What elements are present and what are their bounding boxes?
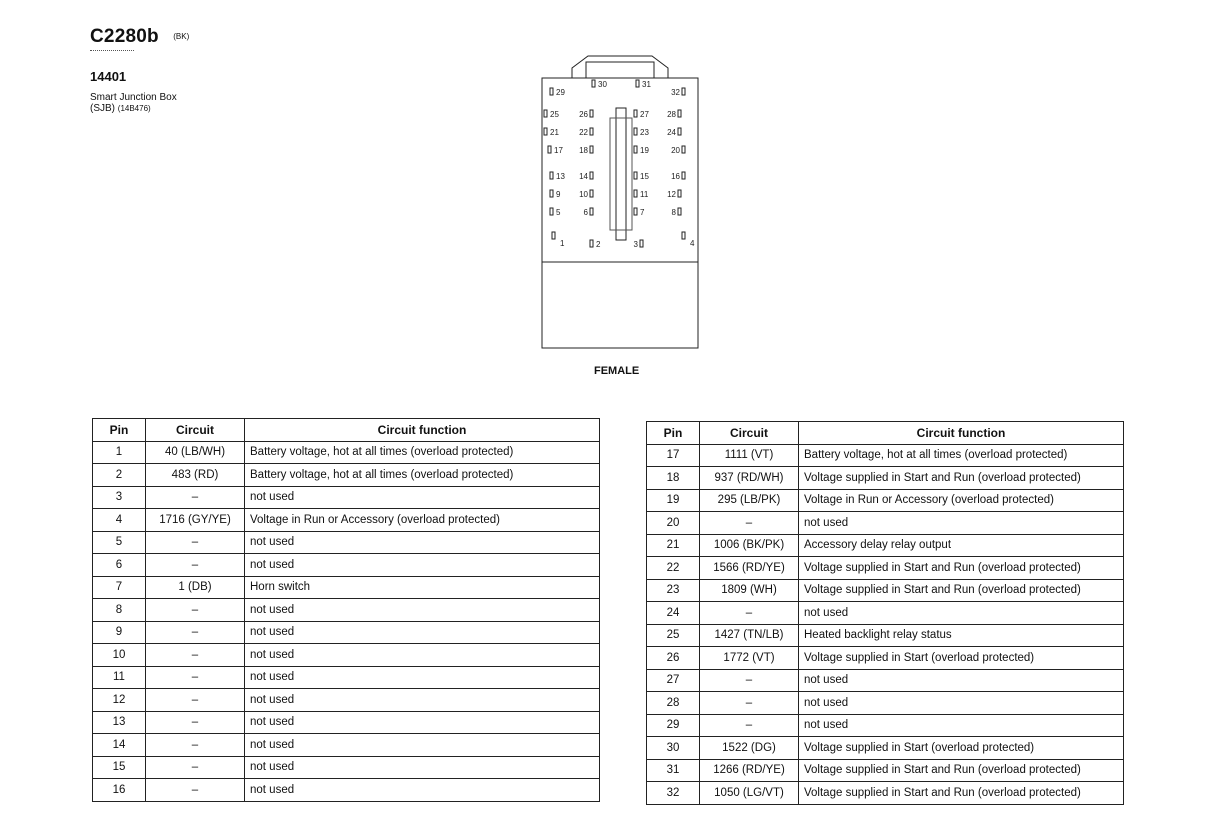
circuit-cell: – [146, 734, 245, 757]
col-header-circuit: Circuit [700, 422, 799, 445]
table-row [93, 666, 600, 689]
pin-cell: 18 [647, 467, 700, 490]
table-row [647, 557, 1124, 580]
function-cell: Voltage supplied in Start and Run (overload protected) [799, 759, 1124, 782]
pin-cell: 5 [93, 531, 146, 554]
circuit-cell: – [700, 714, 799, 737]
circuit-cell: 1427 (TN/LB) [700, 624, 799, 647]
title-underline [90, 50, 134, 51]
col-header-function: Circuit function [245, 419, 600, 442]
table-row [93, 621, 600, 644]
table-row [647, 602, 1124, 625]
function-cell: Battery voltage, hot at all times (overload protected) [245, 441, 600, 464]
table-row [647, 669, 1124, 692]
pin-number-label: 18 [579, 146, 588, 155]
circuit-cell: – [146, 711, 245, 734]
pin-cell: 16 [93, 779, 146, 802]
table-row [647, 489, 1124, 512]
pin-cell: 23 [647, 579, 700, 602]
connector-title [90, 26, 189, 48]
pin-number-label: 25 [550, 110, 559, 119]
pin-cell: 27 [647, 669, 700, 692]
pin-number-label: 2 [596, 240, 601, 249]
function-cell: not used [245, 486, 600, 509]
circuit-cell: – [146, 621, 245, 644]
function-cell: Voltage supplied in Start and Run (overload protected) [799, 782, 1124, 805]
table-row [93, 711, 600, 734]
function-cell: Voltage supplied in Start and Run (overload protected) [799, 579, 1124, 602]
pin-cell: 10 [93, 644, 146, 667]
pin-cavity [634, 128, 637, 135]
circuit-cell: – [146, 486, 245, 509]
circuit-cell: – [146, 779, 245, 802]
pin-number-label: 1 [560, 239, 565, 248]
pin-number-label: 32 [671, 88, 680, 97]
pin-number-label: 9 [556, 190, 561, 199]
circuit-cell: – [700, 669, 799, 692]
pin-cell: 3 [93, 486, 146, 509]
function-cell: Voltage in Run or Accessory (overload protected) [245, 509, 600, 532]
pin-cell: 17 [647, 444, 700, 467]
function-cell: Heated backlight relay status [799, 624, 1124, 647]
circuit-cell: 1772 (VT) [700, 647, 799, 670]
pin-number-label: 13 [556, 172, 565, 181]
table-row [93, 554, 600, 577]
function-cell: Voltage supplied in Start and Run (overload protected) [799, 467, 1124, 490]
pin-cavity [634, 146, 637, 153]
pin-cell: 31 [647, 759, 700, 782]
function-cell: Battery voltage, hot at all times (overload protected) [245, 464, 600, 487]
pin-cavity [550, 88, 553, 95]
pin-number-label: 28 [667, 110, 676, 119]
circuit-cell: – [700, 602, 799, 625]
function-cell: Battery voltage, hot at all times (overload protected) [799, 444, 1124, 467]
table-row [93, 734, 600, 757]
pin-cell: 22 [647, 557, 700, 580]
pin-cavity [550, 208, 553, 215]
pin-number-label: 12 [667, 190, 676, 199]
pin-cavity [678, 208, 681, 215]
pin-number-label: 10 [579, 190, 588, 199]
circuit-cell: – [146, 689, 245, 712]
table-row [647, 647, 1124, 670]
table-row [647, 534, 1124, 557]
connector-key-slot [610, 118, 632, 230]
connector-latch-inner [586, 62, 654, 78]
pinout-table-right [646, 421, 1124, 805]
connector-code: C2280b [90, 26, 159, 47]
function-cell: not used [799, 692, 1124, 715]
pin-cell: 15 [93, 756, 146, 779]
col-header-pin: Pin [93, 419, 146, 442]
component-description [90, 92, 189, 114]
circuit-cell: – [146, 531, 245, 554]
pin-number-label: 14 [579, 172, 588, 181]
table-row [93, 644, 600, 667]
pin-cavity [592, 80, 595, 87]
pin-number-label: 20 [671, 146, 680, 155]
circuit-cell: 295 (LB/PK) [700, 489, 799, 512]
table-row [93, 531, 600, 554]
function-cell: not used [245, 666, 600, 689]
function-cell: Voltage in Run or Accessory (overload protected) [799, 489, 1124, 512]
pin-cell: 30 [647, 737, 700, 760]
table-row [93, 509, 600, 532]
pin-number-label: 7 [640, 208, 645, 217]
table-row [93, 689, 600, 712]
function-cell: not used [799, 669, 1124, 692]
part-number: 14401 [90, 69, 127, 84]
pin-number-label: 21 [550, 128, 559, 137]
pin-cavity [682, 88, 685, 95]
table-row [93, 486, 600, 509]
function-cell: not used [245, 779, 600, 802]
connector-keyway [616, 108, 626, 240]
pin-cell: 19 [647, 489, 700, 512]
pin-cell: 11 [93, 666, 146, 689]
table-row [93, 599, 600, 622]
pin-number-label: 31 [642, 80, 651, 89]
pin-number-label: 22 [579, 128, 588, 137]
pin-cavity [548, 146, 551, 153]
pin-cell: 13 [93, 711, 146, 734]
table-header-row [93, 419, 600, 442]
pin-cavity [590, 208, 593, 215]
table-row [647, 579, 1124, 602]
pinout-table-left [92, 418, 600, 802]
circuit-cell: 1 (DB) [146, 576, 245, 599]
pin-number-label: 30 [598, 80, 607, 89]
circuit-cell: – [146, 644, 245, 667]
circuit-cell: 1809 (WH) [700, 579, 799, 602]
pin-cavity [678, 190, 681, 197]
pin-number-label: 11 [640, 190, 649, 199]
table-row [647, 737, 1124, 760]
pin-cavity [634, 172, 637, 179]
function-cell: not used [245, 711, 600, 734]
pin-cavity [590, 146, 593, 153]
col-header-pin: Pin [647, 422, 700, 445]
function-cell: not used [245, 599, 600, 622]
table-row [647, 624, 1124, 647]
circuit-cell: 40 (LB/WH) [146, 441, 245, 464]
description-line1: Smart Junction Box [90, 92, 177, 103]
pin-cavity [682, 146, 685, 153]
table-row [93, 779, 600, 802]
connector-header [90, 26, 189, 114]
pin-cell: 4 [93, 509, 146, 532]
pin-cavity [590, 240, 593, 247]
pin-cavity [634, 208, 637, 215]
pin-cell: 32 [647, 782, 700, 805]
circuit-cell: – [700, 692, 799, 715]
pin-number-label: 19 [640, 146, 649, 155]
description-abbrev: (SJB) [90, 103, 115, 114]
function-cell: Horn switch [245, 576, 600, 599]
function-cell: Accessory delay relay output [799, 534, 1124, 557]
circuit-cell: 1111 (VT) [700, 444, 799, 467]
pin-cavity [634, 190, 637, 197]
function-cell: not used [245, 621, 600, 644]
pin-cell: 1 [93, 441, 146, 464]
table-row [647, 782, 1124, 805]
col-header-circuit: Circuit [146, 419, 245, 442]
function-cell: not used [245, 644, 600, 667]
circuit-cell: 937 (RD/WH) [700, 467, 799, 490]
pin-cavity [590, 190, 593, 197]
pin-number-label: 24 [667, 128, 676, 137]
pin-cavity [636, 80, 639, 87]
description-service-number: (14B476) [117, 104, 151, 113]
pin-cell: 21 [647, 534, 700, 557]
pin-number-label: 6 [583, 208, 588, 217]
table-row [647, 512, 1124, 535]
function-cell: not used [245, 734, 600, 757]
pin-cell: 8 [93, 599, 146, 622]
function-cell: Voltage supplied in Start (overload protected) [799, 737, 1124, 760]
pin-number-label: 8 [671, 208, 676, 217]
pin-cavity [634, 110, 637, 117]
pin-cavity [682, 232, 685, 239]
pin-number-label: 5 [556, 208, 561, 217]
circuit-cell: – [146, 756, 245, 779]
pin-cell: 14 [93, 734, 146, 757]
pin-cavity [590, 172, 593, 179]
circuit-cell: 1266 (RD/YE) [700, 759, 799, 782]
pin-cavity [550, 190, 553, 197]
pin-number-label: 26 [579, 110, 588, 119]
function-cell: not used [245, 531, 600, 554]
function-cell: Voltage supplied in Start and Run (overload protected) [799, 557, 1124, 580]
function-cell: not used [245, 689, 600, 712]
connector-face-diagram [530, 50, 710, 360]
pin-number-label: 4 [690, 239, 695, 248]
table-row [93, 464, 600, 487]
circuit-cell: – [146, 554, 245, 577]
table-row [647, 444, 1124, 467]
function-cell: not used [799, 512, 1124, 535]
pin-cell: 6 [93, 554, 146, 577]
pin-number-label: 17 [554, 146, 563, 155]
pin-number-label: 29 [556, 88, 565, 97]
pin-cavity [678, 110, 681, 117]
connector-gender-label: FEMALE [594, 365, 640, 377]
table-row [647, 759, 1124, 782]
table-row [647, 467, 1124, 490]
description-line2 [90, 103, 189, 114]
pin-cell: 28 [647, 692, 700, 715]
pin-cell: 25 [647, 624, 700, 647]
pin-cell: 26 [647, 647, 700, 670]
table-header-row [647, 422, 1124, 445]
pin-cell: 29 [647, 714, 700, 737]
pin-cavity [640, 240, 643, 247]
pin-number-label: 15 [640, 172, 649, 181]
pin-cell: 9 [93, 621, 146, 644]
circuit-cell: 1716 (GY/YE) [146, 509, 245, 532]
pin-cell: 7 [93, 576, 146, 599]
function-cell: not used [799, 714, 1124, 737]
pin-cell: 2 [93, 464, 146, 487]
pin-cell: 12 [93, 689, 146, 712]
connector-color-code: (BK) [173, 32, 190, 41]
pin-cavity [544, 128, 547, 135]
function-cell: not used [799, 602, 1124, 625]
circuit-cell: – [700, 512, 799, 535]
table-row [93, 441, 600, 464]
function-cell: not used [245, 756, 600, 779]
circuit-cell: – [146, 666, 245, 689]
function-cell: not used [245, 554, 600, 577]
table-row [93, 576, 600, 599]
table-row [93, 756, 600, 779]
circuit-cell: 1522 (DG) [700, 737, 799, 760]
pin-cavity [552, 232, 555, 239]
function-cell: Voltage supplied in Start (overload protected) [799, 647, 1124, 670]
circuit-cell: 483 (RD) [146, 464, 245, 487]
table-row [647, 714, 1124, 737]
pin-number-label: 23 [640, 128, 649, 137]
pin-cavity [550, 172, 553, 179]
pin-cell: 20 [647, 512, 700, 535]
table-row [647, 692, 1124, 715]
pin-cavity [590, 128, 593, 135]
circuit-cell: 1050 (LG/VT) [700, 782, 799, 805]
circuit-cell: 1006 (BK/PK) [700, 534, 799, 557]
pin-cavity [590, 110, 593, 117]
pin-cavity [678, 128, 681, 135]
pin-cavity [682, 172, 685, 179]
pin-number-label: 3 [633, 240, 638, 249]
col-header-function: Circuit function [799, 422, 1124, 445]
circuit-cell: 1566 (RD/YE) [700, 557, 799, 580]
pin-cavity [544, 110, 547, 117]
pin-cell: 24 [647, 602, 700, 625]
pin-number-label: 27 [640, 110, 649, 119]
pin-number-label: 16 [671, 172, 680, 181]
circuit-cell: – [146, 599, 245, 622]
